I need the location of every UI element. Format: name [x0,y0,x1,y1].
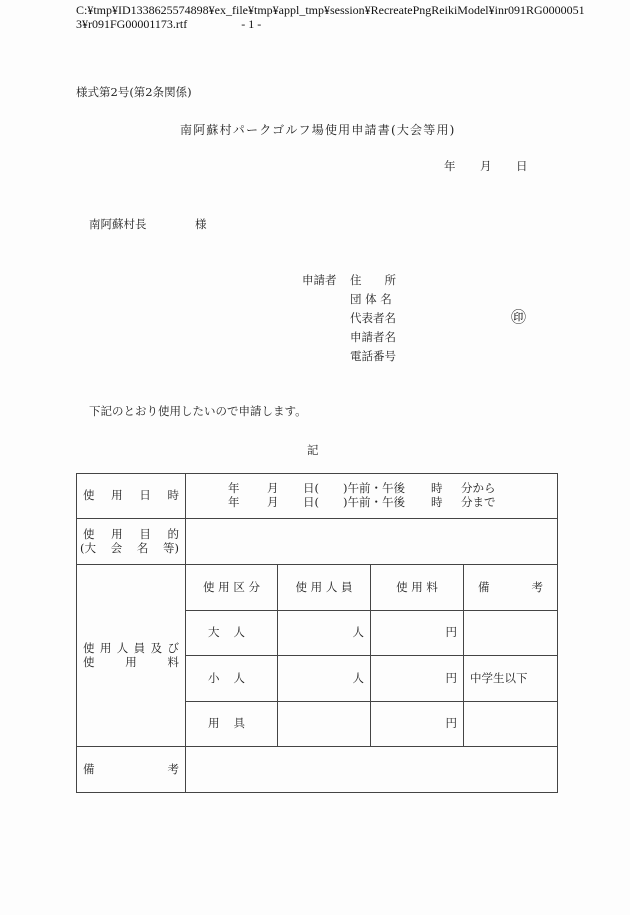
category-equipment: 用 具 [186,702,278,747]
child-persons-field[interactable]: 人 [278,656,371,702]
intro-text: 下記のとおり使用したいので申請します。 [89,404,307,418]
child-fee-field[interactable]: 円 [371,656,464,702]
row-purpose [77,519,558,565]
field-representative: 代表者名 [350,311,396,325]
equipment-remarks-field[interactable] [464,702,558,747]
equipment-persons-field[interactable] [278,702,371,747]
seal-icon: ㊞ [511,308,527,326]
file-path-header [76,3,585,31]
child-remarks-field[interactable]: 中学生以下 [464,656,558,702]
remarks-field[interactable] [186,747,558,793]
page-number: - 1 - [241,17,262,31]
purpose-field[interactable] [186,519,558,565]
category-adult: 大 人 [186,611,278,656]
row-fees-header [77,565,558,611]
category-child: 小 人 [186,656,278,702]
honorific: 様 [195,217,207,231]
usage-datetime-field[interactable] [186,474,558,519]
datetime-from: 年 月 日( )午前・午後 時 分から [228,481,496,496]
field-organization: 団 体 名 [350,292,392,306]
datetime-to: 年 月 日( )午前・午後 時 分まで [228,495,496,509]
date-month: 月 [480,159,492,173]
field-applicant-name: 申請者名 [350,330,396,344]
equipment-fee-field[interactable]: 円 [371,702,464,747]
row-usage-datetime [77,474,558,519]
header-fee: 使 用 料 [371,565,464,611]
row-remarks [77,747,558,793]
date-day: 日 [516,159,528,173]
date-year: 年 [444,159,456,173]
header-category: 使 用 区 分 [186,565,278,611]
header-persons: 使 用 人 員 [278,565,371,611]
header-remarks: 備 考 [464,565,558,611]
addressee: 南阿蘇村長 [89,217,147,231]
label-remarks: 備 考 [77,747,186,793]
ki-heading: 記 [307,443,319,457]
adult-remarks-field[interactable] [464,611,558,656]
label-purpose: 使 用 目 的 (大 会 名 等) [77,519,186,565]
field-address: 住 所 [350,273,396,287]
adult-persons-field[interactable]: 人 [278,611,371,656]
applicant-label: 申請者 [302,273,337,287]
file-path-line-2: 3¥r091FG00001173.rtf - 1 - [76,17,262,31]
application-table [76,473,558,793]
label-usage-datetime: 使 用 日 時 [77,474,186,519]
file-path-line-1: C:¥tmp¥ID1338625574898¥ex_file¥tmp¥appl_tmp¥session¥RecreatePngReikiModel¥inr091RG0000051 [76,3,585,17]
label-users-and-fees: 使 用 人 員 及 び 使 用 料 [77,565,186,747]
form-number: 様式第2号(第2条関係) [76,85,192,99]
adult-fee-field[interactable]: 円 [371,611,464,656]
document-title: 南阿蘇村パークゴルフ場使用申請書(大会等用) [180,123,456,137]
field-phone: 電話番号 [350,349,396,363]
